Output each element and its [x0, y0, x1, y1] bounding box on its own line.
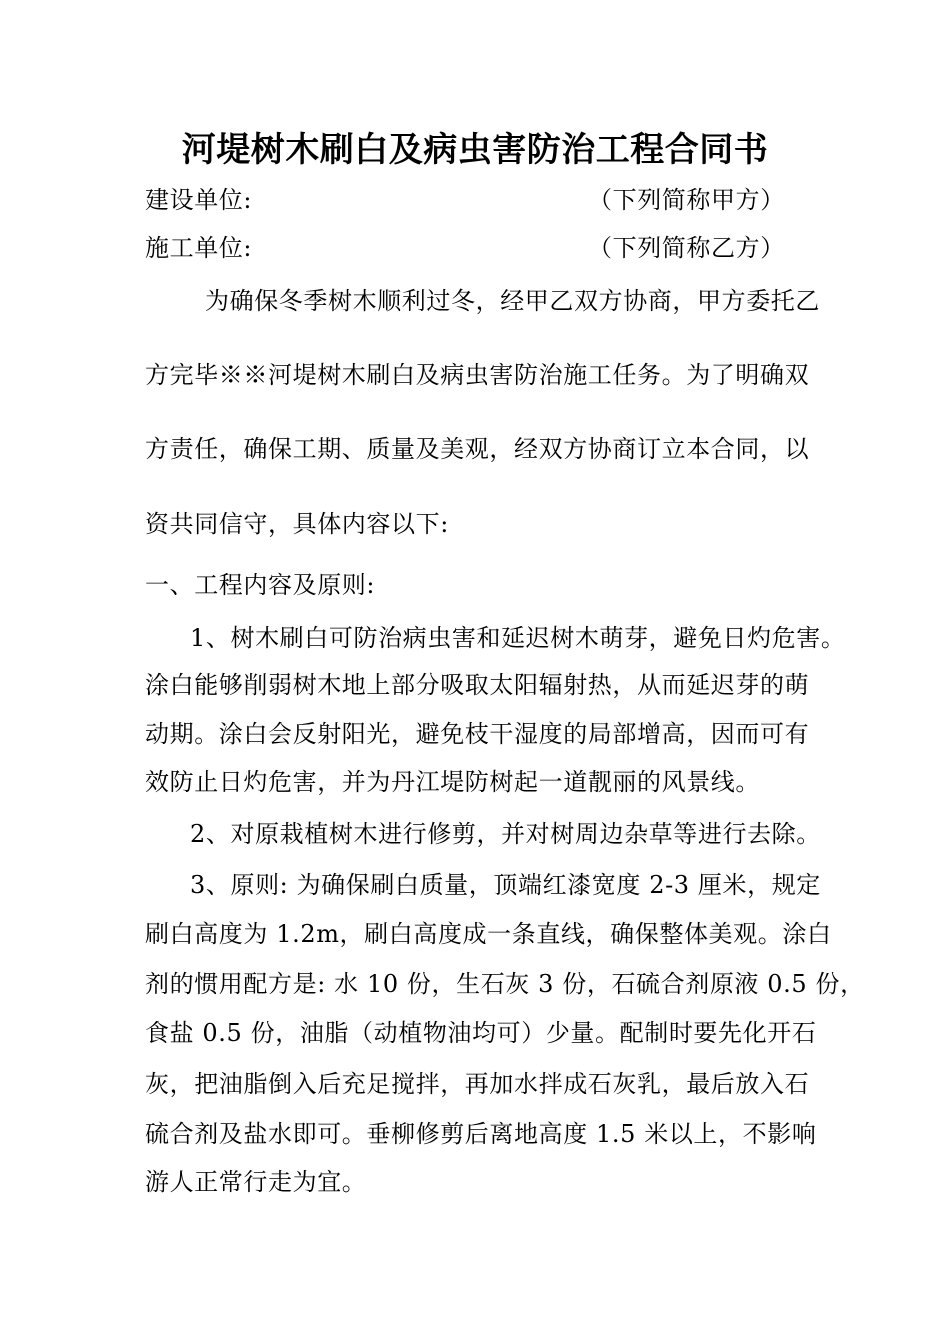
contract-title: 河堤树木刷白及病虫害防治工程合同书 [181, 130, 769, 170]
item3-line: 硫合剂及盐水即可。垂柳修剪后离地高度 1.5 米以上，不影响 [145, 1120, 817, 1148]
party-b-note: （下列简称乙方） [588, 234, 785, 262]
intro-line: 资共同信守，具体内容以下: [145, 510, 449, 538]
item1-line: 效防止日灼危害，并为丹江堤防树起一道靓丽的风景线。 [145, 768, 760, 796]
item1-line: 1、树木刷白可防治病虫害和延迟树木萌芽，避免日灼危害。 [190, 624, 846, 652]
intro-line: 方责任，确保工期、质量及美观，经双方协商订立本合同，以 [145, 435, 810, 463]
item1-line: 涂白能够削弱树木地上部分吸取太阳辐射热，从而延迟芽的萌 [145, 671, 810, 699]
party-a-note: （下列简称甲方） [588, 186, 785, 214]
item3-line: 剂的惯用配方是: 水 10 份，生石灰 3 份，石硫合剂原液 0.5 份， [145, 970, 865, 998]
intro-line: 方完毕※※河堤树木刷白及病虫害防治施工任务。为了明确双 [145, 361, 810, 389]
item3-line: 游人正常行走为宜。 [145, 1168, 367, 1196]
item1-line: 动期。涂白会反射阳光，避免枝干湿度的局部增高，因而可有 [145, 720, 810, 748]
party-a-label: 建设单位: [145, 186, 253, 214]
item3-line: 食盐 0.5 份，油脂（动植物油均可）少量。配制时要先化开石 [145, 1019, 817, 1047]
party-b-label: 施工单位: [145, 234, 253, 262]
section-heading: 一、工程内容及原则: [145, 571, 376, 599]
item2-line: 2、对原栽植树木进行修剪，并对树周边杂草等进行去除。 [190, 820, 821, 848]
item3-line: 刷白高度为 1.2m，刷白高度成一条直线，确保整体美观。涂白 [145, 920, 832, 948]
intro-line: 为确保冬季树木顺利过冬，经甲乙双方协商，甲方委托乙 [205, 287, 820, 315]
item3-line: 灰，把油脂倒入后充足搅拌，再加水拌成石灰乳，最后放入石 [145, 1070, 810, 1098]
item3-line: 3、原则: 为确保刷白质量，顶端红漆宽度 2-3 厘米，规定 [190, 871, 821, 899]
